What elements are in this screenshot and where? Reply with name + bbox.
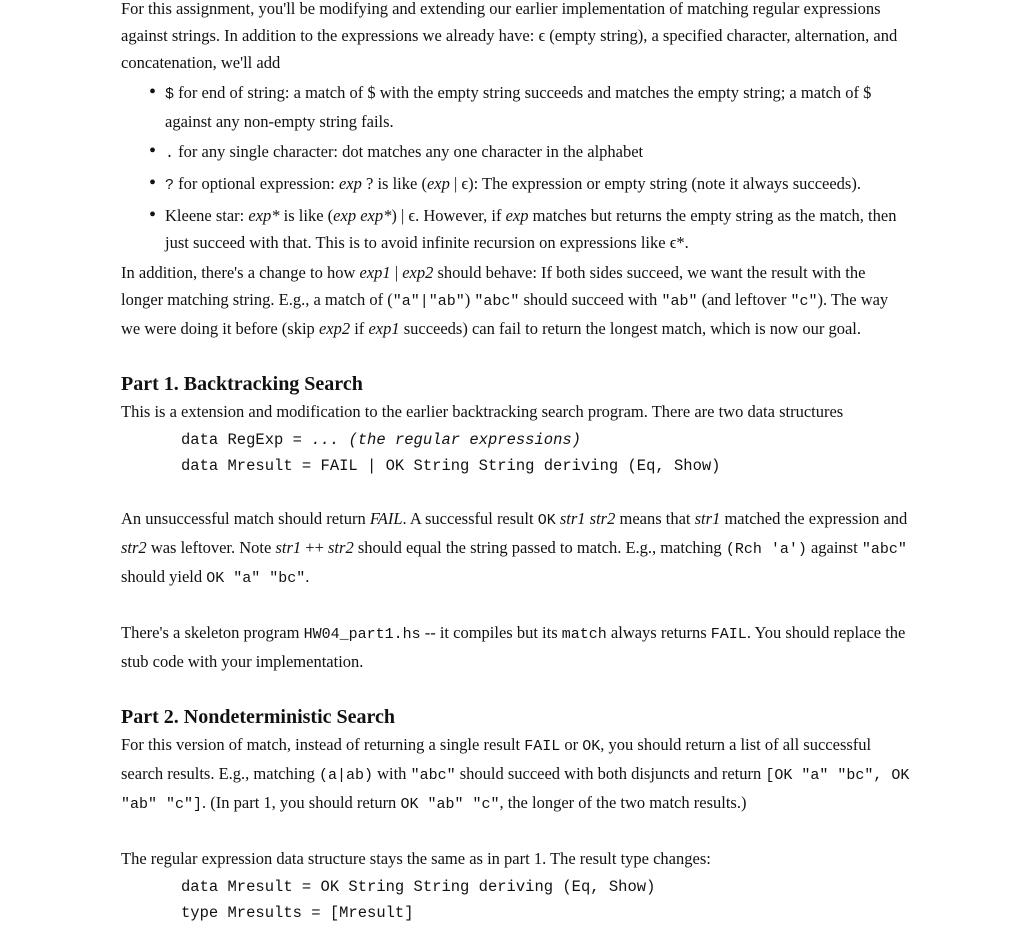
part1-result-paragraph: An unsuccessful match should return FAIL. A successful result OK str1 str2 means that str1 matched the expression and str2 was leftover. Note str1 ++ str2 should equal the string passed to match. E.g., matching (Rch 'a') against "abc" should yield OK "a" "bc".: [121, 509, 908, 587]
part2-heading: Part 2. Nondeterministic Search: [121, 706, 396, 728]
list-item-optional: • ? for optional expression: exp ? is like (exp | ϵ): The expression or empty string (note it always succeeds).: [121, 170, 911, 199]
operator-list: [121, 79, 911, 256]
document-body: [121, 0, 911, 926]
part1-heading: Part 1. Backtracking Search: [121, 373, 363, 395]
list-item-dot: • . for any single character: dot matches any one character in the alphabet: [121, 138, 911, 167]
part1-code-block: data RegExp = ... (the regular expressions) data Mresult = FAIL | OK String String deriving (Eq, Show): [181, 431, 721, 475]
alternation-change-paragraph: In addition, there's a change to how exp1 | exp2 should behave: If both sides succeed, we want the result with the longer matching string. E.g., a match of ("a"|"ab") "abc" should succeed with "ab" (and leftover "c"). The way we were doing it before (skip exp2 if exp1 succeeds) can fail to return the longest match, which is now our goal.: [121, 263, 889, 338]
part2-result-type-paragraph: The regular expression data structure stays the same as in part 1. The result type changes:: [121, 849, 711, 868]
intro-paragraph: For this assignment, you'll be modifying and extending our earlier implementation of matching regular expressions against strings. In addition to the expressions we already have: ϵ (empty string), a specified character, alternation, and concatenation, we'll add: [121, 0, 898, 72]
part2-code-block: data Mresult = OK String String deriving (Eq, Show) type Mresults = [Mresult]: [181, 878, 656, 922]
skeleton-filename: HW04_part1.hs: [303, 626, 421, 643]
list-item-kleene-star: • Kleene star: exp* is like (exp exp*) | ϵ. However, if exp matches but returns the empty string as the match, then just succeed with that. This is to avoid infinite recursion on expressions like ϵ*.: [121, 202, 911, 256]
part1-skeleton-paragraph: There's a skeleton program HW04_part1.hs -- it compiles but its match always returns FAIL. You should replace the stub code with your implementation.: [121, 623, 906, 671]
list-item-end-of-string: • $ for end of string: a match of $ with the empty string succeeds and matches the empty string; a match of $ against any non-empty string fails.: [121, 79, 911, 135]
part2-intro-paragraph: For this version of match, instead of returning a single result FAIL or OK, you should return a list of all successful search results. E.g., matching (a|ab) with "abc" should succeed with both disjuncts and return [OK "a" "bc", OK "ab" "c"]. (In part 1, you should return OK "ab" "c", the longer of the two match results.): [121, 735, 910, 813]
part1-intro: This is a extension and modification to the earlier backtracking search program. There are two data structures: [121, 402, 844, 421]
